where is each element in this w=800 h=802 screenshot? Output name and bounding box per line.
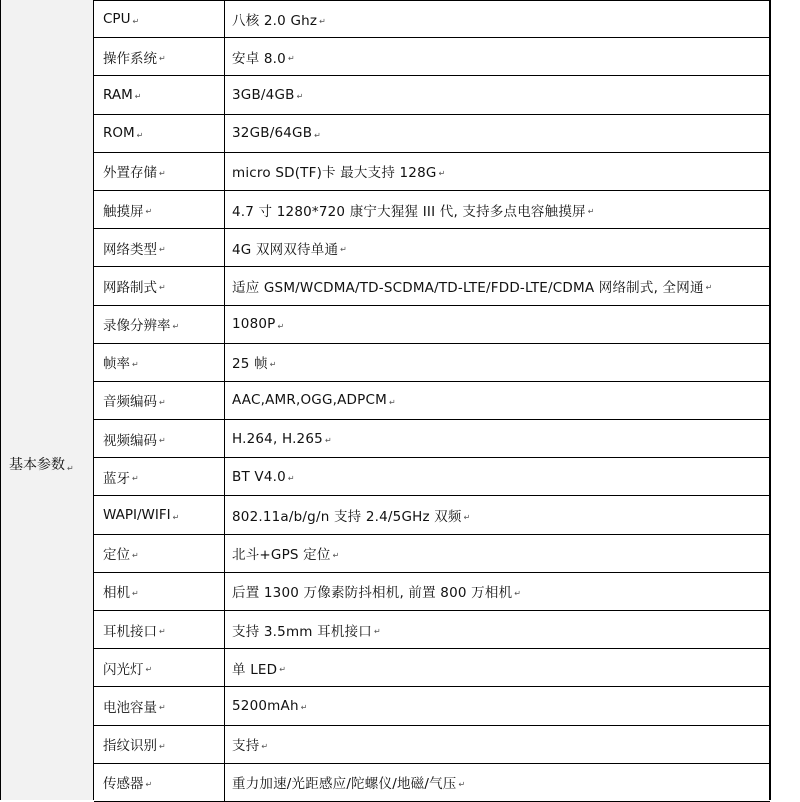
spec-value: 32GB/64GB ↵ xyxy=(225,115,770,152)
spec-value: 3GB/4GB ↵ xyxy=(225,76,770,113)
spec-row-camera xyxy=(94,573,770,611)
spec-value: micro SD(TF)卡 最大支持 128G ↵ xyxy=(225,153,770,190)
spec-name: 传感器 ↵ xyxy=(94,764,225,801)
spec-row-os xyxy=(94,38,770,76)
spec-value: 单 LED ↵ xyxy=(225,649,770,686)
spec-row-external-storage xyxy=(94,153,770,191)
spec-row-headphone-jack xyxy=(94,611,770,649)
spec-name: 定位 ↵ xyxy=(94,535,225,572)
spec-value: H.264, H.265 ↵ xyxy=(225,420,770,457)
right-margin xyxy=(769,0,800,800)
spec-row-fingerprint xyxy=(94,726,770,764)
spec-value: 安卓 8.0 ↵ xyxy=(225,38,770,75)
spec-name: 指纹识别 ↵ xyxy=(94,726,225,763)
spec-value: 802.11a/b/g/n 支持 2.4/5GHz 双频 ↵ xyxy=(225,496,770,533)
spec-row-audio-codec xyxy=(94,382,770,420)
spec-name: 网路制式 ↵ xyxy=(94,267,225,304)
spec-name: 相机 ↵ xyxy=(94,573,225,610)
spec-row-battery xyxy=(94,687,770,725)
spec-name: 耳机接口 ↵ xyxy=(94,611,225,648)
spec-row-flash xyxy=(94,649,770,687)
spec-name: 录像分辨率 ↵ xyxy=(94,306,225,343)
spec-value: BT V4.0 ↵ xyxy=(225,458,770,495)
spec-name: ROM ↵ xyxy=(94,115,225,152)
spec-value: AAC,AMR,OGG,ADPCM ↵ xyxy=(225,382,770,419)
spec-name: 蓝牙 ↵ xyxy=(94,458,225,495)
spec-name: 视频编码 ↵ xyxy=(94,420,225,457)
spec-name: WAPI/WIFI ↵ xyxy=(94,496,225,533)
spec-row-video-codec xyxy=(94,420,770,458)
spec-value: 八核 2.0 Ghz ↵ xyxy=(225,1,770,37)
spec-name: 操作系统 ↵ xyxy=(94,38,225,75)
spec-row-frame-rate xyxy=(94,344,770,382)
spec-row-network-standard xyxy=(94,267,770,305)
spec-name: 音频编码 ↵ xyxy=(94,382,225,419)
spec-row-ram xyxy=(94,76,770,114)
spec-row-bluetooth xyxy=(94,458,770,496)
spec-row-positioning xyxy=(94,535,770,573)
right-border-line xyxy=(769,0,771,800)
spec-name: 触摸屏 ↵ xyxy=(94,191,225,228)
spec-value: 25 帧 ↵ xyxy=(225,344,770,381)
category-cell xyxy=(1,0,94,800)
category-label: 基本参数 ↵ xyxy=(9,454,74,474)
spec-name: CPU ↵ xyxy=(94,1,225,37)
spec-value: 5200mAh ↵ xyxy=(225,687,770,724)
spec-value: 支持 3.5mm 耳机接口 ↵ xyxy=(225,611,770,648)
spec-value: 北斗+GPS 定位 ↵ xyxy=(225,535,770,572)
spec-value: 适应 GSM/WCDMA/TD-SCDMA/TD-LTE/FDD-LTE/CDMA 网络制式, 全网通 ↵ xyxy=(225,267,770,304)
spec-name: RAM ↵ xyxy=(94,76,225,113)
spec-row-video-resolution xyxy=(94,306,770,344)
spec-row-wifi xyxy=(94,496,770,534)
spec-row-touchscreen xyxy=(94,191,770,229)
spec-name: 帧率 ↵ xyxy=(94,344,225,381)
spec-value: 后置 1300 万像素防抖相机, 前置 800 万相机 ↵ xyxy=(225,573,770,610)
spec-name: 闪光灯 ↵ xyxy=(94,649,225,686)
spec-name: 网络类型 ↵ xyxy=(94,229,225,266)
spec-row-cpu xyxy=(94,0,770,38)
spec-row-sensors xyxy=(94,764,770,802)
spec-value: 支持 ↵ xyxy=(225,726,770,763)
spec-name: 外置存储 ↵ xyxy=(94,153,225,190)
spec-rows xyxy=(94,0,770,802)
spec-value: 1080P ↵ xyxy=(225,306,770,343)
spec-value: 重力加速/光距感应/陀螺仪/地磁/气压 ↵ xyxy=(225,764,770,801)
spec-value: 4.7 寸 1280*720 康宁大猩猩 III 代, 支持多点电容触摸屏 ↵ xyxy=(225,191,770,228)
spec-name: 电池容量 ↵ xyxy=(94,687,225,724)
spec-value: 4G 双网双待单通 ↵ xyxy=(225,229,770,266)
spec-row-network-type xyxy=(94,229,770,267)
spec-row-rom xyxy=(94,115,770,153)
